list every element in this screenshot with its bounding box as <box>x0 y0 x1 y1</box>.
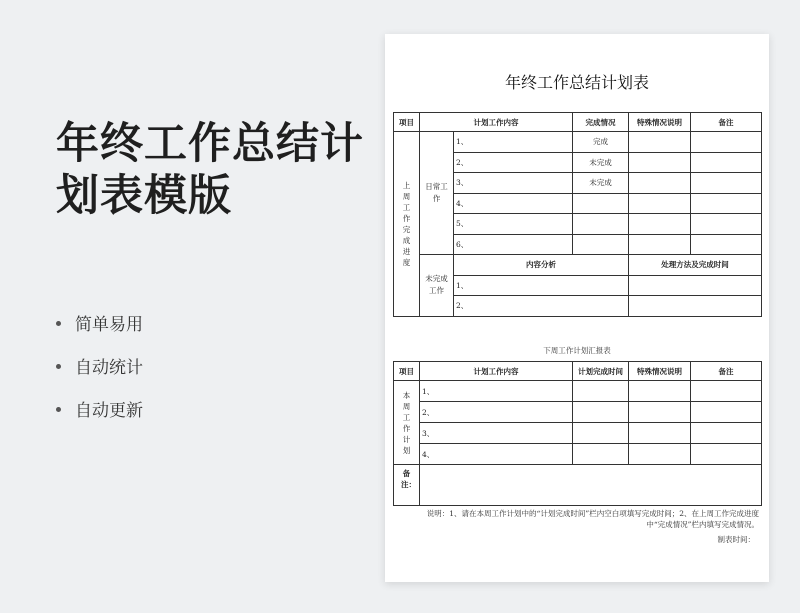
table-row <box>394 402 762 423</box>
document-preview <box>385 34 769 582</box>
header-cell: 备注 <box>691 362 762 381</box>
note-label: 备注： <box>394 465 420 506</box>
table-row <box>394 381 762 402</box>
empty-cell <box>629 152 691 173</box>
row-number: 3、 <box>454 173 573 194</box>
empty-cell <box>629 402 691 423</box>
section-label: 上周工作完成进度 <box>394 132 420 317</box>
empty-cell <box>629 275 762 296</box>
empty-cell <box>629 132 691 153</box>
empty-cell <box>629 296 762 317</box>
row-number: 4、 <box>420 444 573 465</box>
status-cell <box>573 214 629 235</box>
section-label: 本周工作计划 <box>394 381 420 465</box>
next-week-plan-table <box>393 361 762 506</box>
bullet-dot-icon <box>56 321 61 326</box>
sub-header-cell: 内容分析 <box>454 255 629 276</box>
empty-cell <box>573 423 629 444</box>
feature-label: 自动统计 <box>75 358 143 378</box>
table-row <box>394 465 762 506</box>
empty-cell <box>573 402 629 423</box>
header-cell: 完成情况 <box>573 113 629 132</box>
row-number: 1、 <box>454 275 629 296</box>
unfinished-work-label: 未完成工作 <box>420 255 454 317</box>
empty-cell <box>629 444 691 465</box>
sub-header-cell: 处理方法及完成时间 <box>629 255 762 276</box>
hero-title-line-2: 划表模版 <box>56 171 232 221</box>
header-cell: 备注 <box>691 113 762 132</box>
empty-cell <box>691 193 762 214</box>
document-title: 年终工作总结计划表 <box>504 73 649 92</box>
header-cell: 计划工作内容 <box>420 362 573 381</box>
bullet-dot-icon <box>56 407 61 412</box>
feature-list <box>56 312 143 441</box>
row-number: 1、 <box>420 381 573 402</box>
header-cell: 特殊情况说明 <box>629 113 691 132</box>
bullet-dot-icon <box>56 364 61 369</box>
row-number: 5、 <box>454 214 573 235</box>
empty-cell <box>691 444 762 465</box>
hero-title <box>56 118 364 222</box>
feature-item <box>56 312 143 355</box>
feature-label: 自动更新 <box>75 401 143 421</box>
empty-cell <box>573 381 629 402</box>
made-time-label: 制表时间： <box>717 535 755 544</box>
header-cell: 计划完成时间 <box>573 362 629 381</box>
header-cell: 计划工作内容 <box>420 113 573 132</box>
status-cell: 完成 <box>573 132 629 153</box>
instructions-text: 说明：1、请在本周工作计划中的“计划完成时间”栏内空白项填写完成时间；2、在上周工作完成进度中“完成情况”栏内填写完成情况。 <box>426 509 759 529</box>
empty-cell <box>691 152 762 173</box>
next-week-table-title: 下周工作计划汇报表 <box>543 346 611 355</box>
empty-cell <box>691 381 762 402</box>
header-cell: 项目 <box>394 362 420 381</box>
empty-cell <box>691 173 762 194</box>
empty-cell <box>629 193 691 214</box>
status-cell <box>573 193 629 214</box>
empty-cell <box>691 234 762 255</box>
empty-cell <box>691 214 762 235</box>
row-number: 1、 <box>454 132 573 153</box>
header-cell: 项目 <box>394 113 420 132</box>
table-row <box>394 444 762 465</box>
status-cell: 未完成 <box>573 173 629 194</box>
status-cell: 未完成 <box>573 152 629 173</box>
table-header-row <box>394 362 762 381</box>
row-number: 4、 <box>454 193 573 214</box>
empty-cell <box>691 423 762 444</box>
feature-label: 简单易用 <box>75 315 143 335</box>
row-number: 2、 <box>454 296 629 317</box>
note-cell <box>420 465 762 506</box>
empty-cell <box>629 423 691 444</box>
table-row <box>394 132 762 153</box>
empty-cell <box>629 381 691 402</box>
header-cell: 特殊情况说明 <box>629 362 691 381</box>
empty-cell <box>629 214 691 235</box>
last-week-progress-table <box>393 112 762 317</box>
empty-cell <box>629 173 691 194</box>
table-row <box>394 255 762 276</box>
feature-item <box>56 398 143 441</box>
row-number: 3、 <box>420 423 573 444</box>
empty-cell <box>691 132 762 153</box>
table-header-row <box>394 113 762 132</box>
daily-work-label: 日常工作 <box>420 132 454 255</box>
table-row <box>394 423 762 444</box>
feature-item <box>56 355 143 398</box>
empty-cell <box>629 234 691 255</box>
hero-title-line-1: 年终工作总结计 <box>56 119 364 169</box>
empty-cell <box>691 402 762 423</box>
status-cell <box>573 234 629 255</box>
row-number: 2、 <box>454 152 573 173</box>
row-number: 2、 <box>420 402 573 423</box>
row-number: 6、 <box>454 234 573 255</box>
empty-cell <box>573 444 629 465</box>
